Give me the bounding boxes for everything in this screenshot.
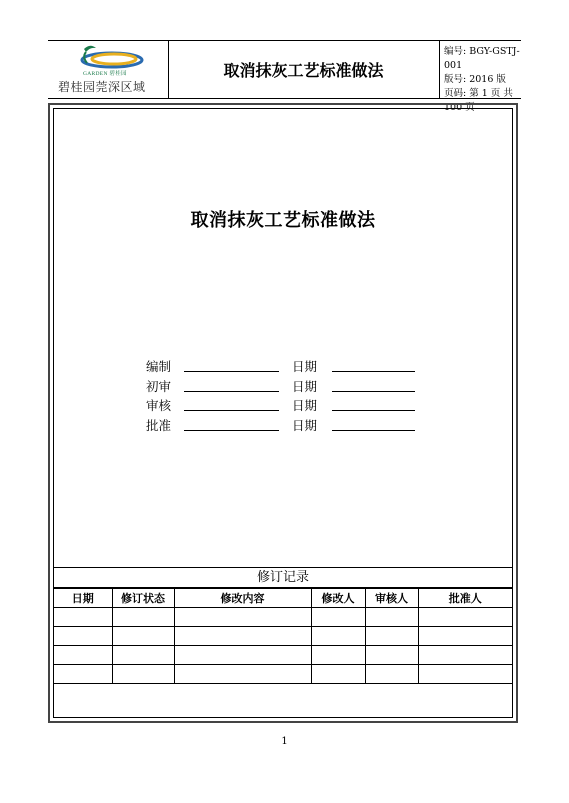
- cover-inner-frame: [53, 108, 513, 718]
- revision-table: [54, 588, 512, 684]
- column-header: 日期: [54, 589, 112, 608]
- signature-label: 批准: [146, 418, 172, 433]
- signature-row: [146, 396, 476, 416]
- document-version: 版号: 2016 版: [444, 74, 506, 85]
- table-row: [54, 646, 512, 665]
- column-header: 修改人: [311, 589, 365, 608]
- company-name: 碧桂园莞深区域: [58, 80, 146, 94]
- column-header: 修改内容: [174, 589, 311, 608]
- table-row: [54, 665, 512, 684]
- table-cell[interactable]: [311, 608, 365, 627]
- revision-title: 修订记录: [54, 567, 512, 588]
- column-header: 批准人: [418, 589, 512, 608]
- table-row: [54, 627, 512, 646]
- signature-line[interactable]: [184, 391, 279, 392]
- table-cell[interactable]: [311, 646, 365, 665]
- table-cell[interactable]: [54, 608, 112, 627]
- date-label: 日期: [292, 418, 318, 433]
- table-cell[interactable]: [365, 608, 418, 627]
- document-header: [48, 40, 521, 113]
- date-line[interactable]: [332, 410, 415, 411]
- table-cell[interactable]: [112, 665, 174, 684]
- table-cell[interactable]: [112, 608, 174, 627]
- signature-row: [146, 377, 476, 397]
- revision-record: [54, 567, 512, 684]
- signature-line[interactable]: [184, 430, 279, 431]
- table-cell[interactable]: [54, 627, 112, 646]
- date-label: 日期: [292, 398, 318, 413]
- signature-label: 初审: [146, 379, 172, 394]
- header-title: 取消抹灰工艺标准做法: [168, 41, 440, 98]
- date-label: 日期: [292, 359, 318, 374]
- table-cell[interactable]: [418, 608, 512, 627]
- table-cell[interactable]: [311, 665, 365, 684]
- table-cell[interactable]: [174, 665, 311, 684]
- table-cell[interactable]: [365, 665, 418, 684]
- table-cell[interactable]: [112, 646, 174, 665]
- signature-row: [146, 416, 476, 436]
- document-code: 编号: BGY-GSTJ-001: [444, 46, 520, 71]
- table-cell[interactable]: [112, 627, 174, 646]
- logo-caption: GARDEN 碧桂园: [83, 71, 127, 77]
- table-cell[interactable]: [174, 608, 311, 627]
- table-cell[interactable]: [54, 646, 112, 665]
- company-logo-icon: [76, 43, 146, 71]
- logo-cell: [48, 41, 169, 98]
- table-cell[interactable]: [365, 646, 418, 665]
- column-header: 修订状态: [112, 589, 174, 608]
- column-header: 审核人: [365, 589, 418, 608]
- revision-header-row: [54, 589, 512, 608]
- table-row: [54, 608, 512, 627]
- signature-row: [146, 357, 476, 377]
- signature-label: 审核: [146, 398, 172, 413]
- signature-line[interactable]: [184, 371, 279, 372]
- date-line[interactable]: [332, 371, 415, 372]
- table-cell[interactable]: [174, 627, 311, 646]
- signature-line[interactable]: [184, 410, 279, 411]
- table-cell[interactable]: [54, 665, 112, 684]
- cover-frame: [48, 103, 518, 723]
- signature-label: 编制: [146, 359, 172, 374]
- date-line[interactable]: [332, 430, 415, 431]
- table-cell[interactable]: [311, 627, 365, 646]
- table-cell[interactable]: [418, 627, 512, 646]
- date-label: 日期: [292, 379, 318, 394]
- page-count: 页码: 第 1 页 共 100 页: [444, 88, 513, 113]
- table-cell[interactable]: [365, 627, 418, 646]
- document-title: 取消抹灰工艺标准做法: [190, 210, 376, 231]
- table-cell[interactable]: [418, 665, 512, 684]
- date-line[interactable]: [332, 391, 415, 392]
- table-cell[interactable]: [418, 646, 512, 665]
- table-cell[interactable]: [174, 646, 311, 665]
- page-number: 1: [281, 736, 288, 747]
